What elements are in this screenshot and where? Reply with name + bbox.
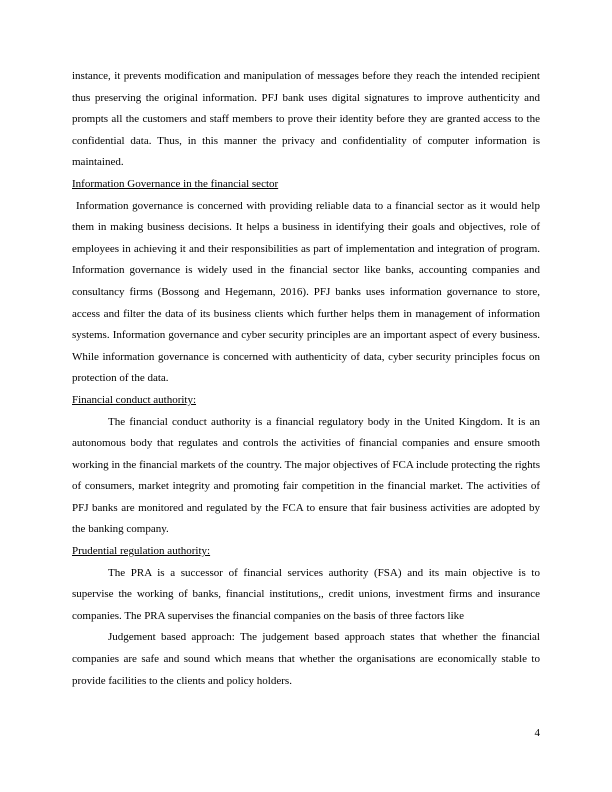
paragraph-prudential-regulation-authority: The PRA is a successor of financial services authority (FSA) and its main objective is to supervise the working of banks, financial institutions,, credit unions, investment firms and insurance companies. The PRA supervises the financial companies on the basis of three factors like — [72, 566, 540, 622]
page-number: 4 — [534, 727, 540, 739]
heading-prudential-regulation-authority: Prudential regulation authority: — [72, 545, 211, 558]
paragraph-digital-signatures: instance, it prevents modification and manipulation of messages before they reach the intended recipient thus preserving the original information. PFJ bank uses digital signatures to improve authenticity and prompts all the customers and staff members to prove their identity before they are granted access to the confidential data. Thus, in this manner the privacy and confidentiality of computer information is maintained. — [72, 70, 540, 169]
paragraph-judgement-based-approach: Judgement based approach: The judgement based approach states that whether the financial companies are safe and sound which means that whether the organisations are economically stable to provide facilities to the clients and policy holders. — [72, 631, 540, 687]
paragraph-information-governance: Information governance is concerned with providing reliable data to a financial sector as it would help them in making business decisions. It helps a business in identifying their goals and objectives, role of employees in achieving it and their responsibilities as part of implementation and integration of program. Information governance is widely used in the financial sector like banks, accounting companies and consultancy firms (Bossong and Hegemann, 2016). PFJ banks uses information governance to store, access and filter the data of its business clients which further helps them in management of information systems. Information governance and cyber security principles are an important aspect of every business. While information governance is concerned with authenticity of data, cyber security principles focus on protection of the data. — [72, 199, 540, 385]
heading-financial-conduct-authority: Financial conduct authority: — [72, 393, 197, 406]
heading-information-governance: Information Governance in the financial sector — [72, 177, 279, 190]
paragraph-financial-conduct-authority: The financial conduct authority is a financial regulatory body in the United Kingdom. It is an autonomous body that regulates and controls the activities of financial companies and ensure smooth working in the financial markets of the country. The major objectives of FCA include protecting the rights of consumers, market integrity and promoting fair competition in the financial market. The activities of PFJ banks are monitored and regulated by the FCA to ensure that fair business activities are adopted by the banking company. — [72, 415, 540, 536]
page-body — [72, 66, 540, 692]
